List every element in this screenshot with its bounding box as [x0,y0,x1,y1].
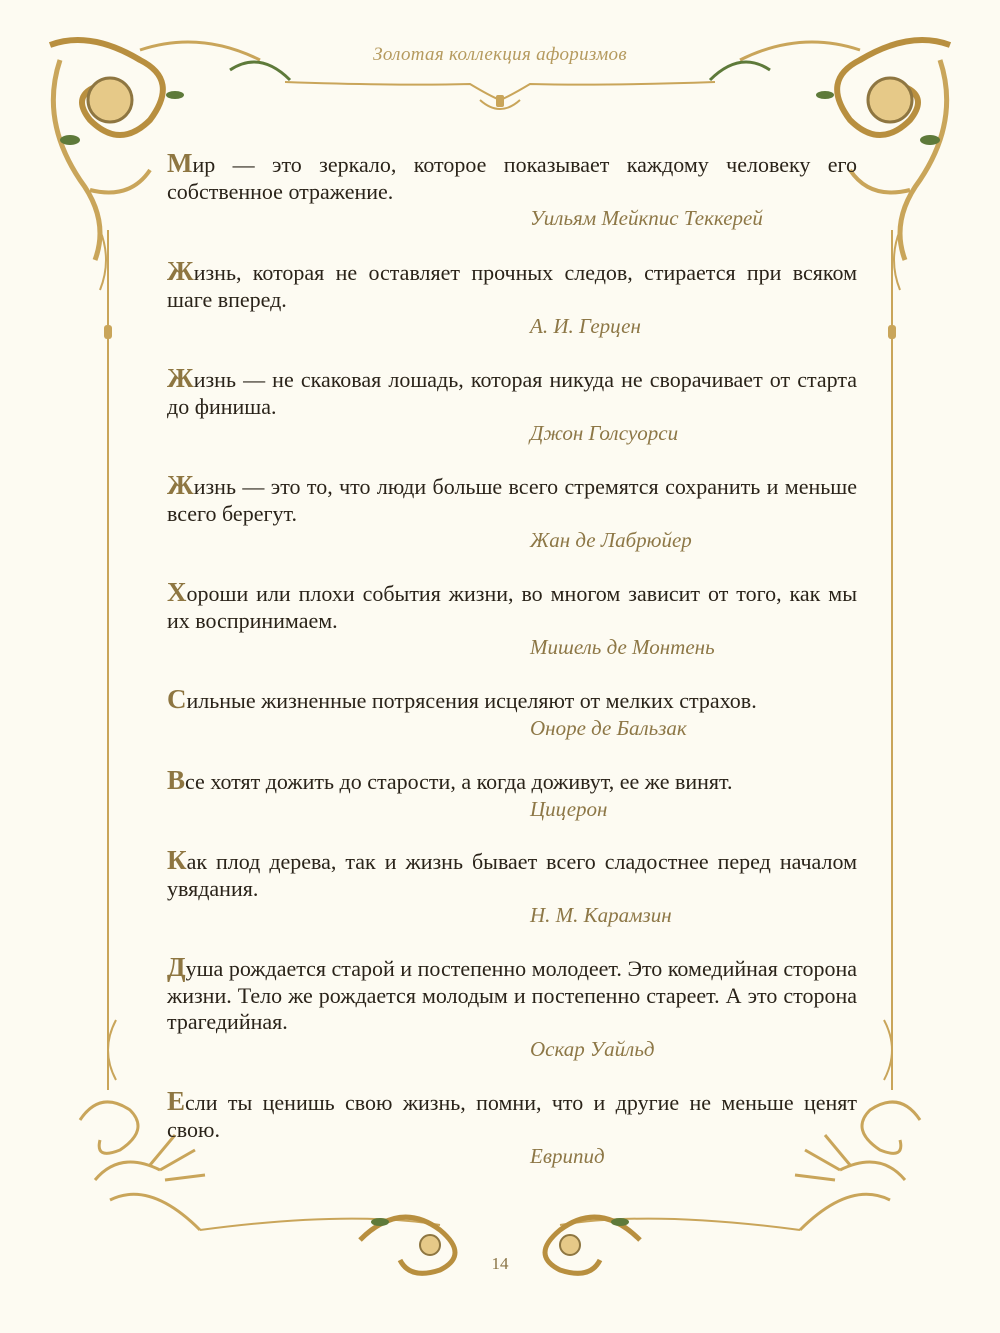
quote-text [167,472,857,527]
quote-body: ир — это зеркало, которое показывает каждому человеку его собственное отражение. [167,152,857,204]
drop-cap: Ж [167,256,194,286]
quote-body: уша рождается старой и постепенно молодеет. Это комедийная сторона жизни. Тело же рождается молодым и постепенно стареет. А это сторона трагедийная. [167,956,857,1034]
quote-author: Еврипид [530,1144,605,1168]
drop-cap: Х [167,577,187,607]
quote-author: Джон Голсуорси [530,421,679,445]
quote-author: Мишель де Монтень [530,635,715,659]
quote-body: изнь, которая не оставляет прочных следов, стирается при всяком шаге вперед. [167,260,857,312]
drop-cap: Ж [167,470,194,500]
drop-cap: М [167,148,193,178]
quote [167,686,857,741]
quote-text [167,767,857,796]
quote-author: Уильям Мейкпис Теккерей [530,206,763,230]
quote-text [167,150,857,205]
quote [167,258,857,339]
quote-text [167,954,857,1036]
quote-text [167,686,857,715]
drop-cap: Ж [167,363,194,393]
quote [167,1088,857,1169]
quote-author: Цицерон [530,796,608,821]
quote [167,954,857,1062]
quote-body: ороши или плохи события жизни, во многом зависит от того, как мы их воспринимаем. [167,581,857,633]
quote [167,150,857,231]
drop-cap: В [167,765,186,795]
drop-cap: Д [167,952,186,982]
quote [167,472,857,553]
quote-body: изнь — это то, что люди больше всего стремятся сохранить и меньше всего берегут. [167,474,857,526]
quote-author: Н. М. Карамзин [530,903,672,927]
drop-cap: С [167,684,187,714]
quote-text [167,1088,857,1143]
quote-author: Оскар Уайльд [530,1036,655,1061]
quote-body: сли ты ценишь свою жизнь, помни, что и другие не меньше ценят свою. [167,1090,857,1142]
quote-body: ильные жизненные потрясения исцеляют от мелких страхов. [186,688,757,713]
page-number: 14 [491,1254,509,1273]
quote-text [167,365,857,420]
quote-body: се хотят дожить до старости, а когда доживут, ее же винят. [185,769,733,794]
quote-author: Жан де Лабрюйер [530,528,692,552]
quote-text [167,847,857,902]
quote [167,365,857,446]
quote-body: ак плод дерева, так и жизнь бывает всего сладостнее перед началом увядания. [167,849,857,901]
running-header-title: Золотая коллекция афоризмов [373,44,627,65]
quote-text [167,579,857,634]
quote [167,847,857,928]
quote-text [167,258,857,313]
quote-author: Оноре де Бальзак [530,715,687,740]
quote [167,767,857,822]
drop-cap: К [167,845,187,875]
quote-body: изнь — не скаковая лошадь, которая никуда не сворачивает от старта до финиша. [167,367,857,419]
quote-author: А. И. Герцен [530,314,641,338]
quote [167,579,857,660]
drop-cap: Е [167,1086,186,1116]
